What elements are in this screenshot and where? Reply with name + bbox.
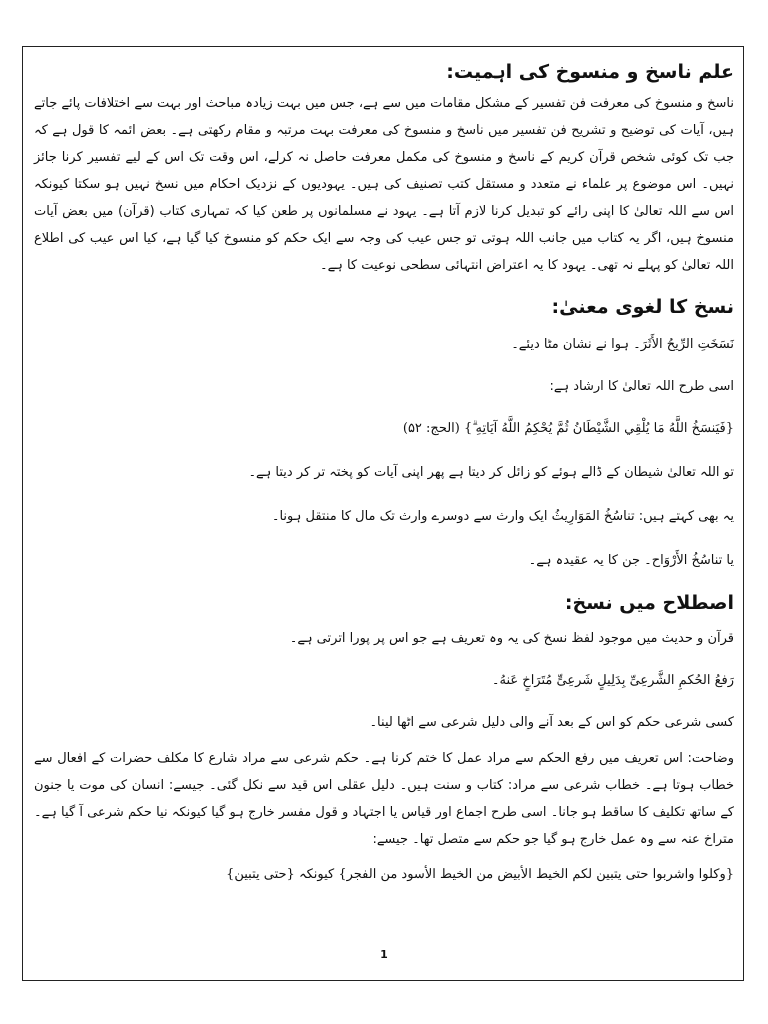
technical-line-1: قرآن و حدیث میں موجود لفظ نسخ کی یہ وہ تعریف ہے جو اس پر پورا اترتی ہے۔ (289, 631, 734, 646)
heading-literal-meaning: نسخ کا لغوی معنیٰ: (551, 296, 734, 318)
literal-line-1: نَسَخَتِ الرِّیحُ الأَثَرَ۔ ہوا نے نشان مٹا دیئے۔ (511, 337, 734, 352)
document-body (34, 56, 734, 885)
heading-technical-meaning: اصطلاح میں نسخ: (564, 592, 734, 614)
literal-quran-verse: {فَيَنسَخُ اللَّهُ مَا يُلْقِي الشَّيْطَانُ ثُمَّ يُحْكِمُ اللَّهُ آيَاتِهِ ۗ} (الحج: ۵۲) (402, 421, 734, 436)
paragraph-explanation: وضاحت: اس تعریف میں رفع الحکم سے مراد عمل کا ختم کرنا ہے۔ حکم شرعی سے مراد شارع کا مکلف حضرات کے افعال سے خطاب ہوتا ہے۔ خطاب شرعی سے مراد: کتاب و سنت ہیں۔ دلیل عقلی اس قید سے نکل گئی۔ جیسے: انسان کی موت یا جنون کے ساتھ تکلیف کا ساقط ہو جانا۔ اسی طرح اجماع اور قیاس یا اجتہاد و قول مفسر خارج ہو گیا کیونکہ نیا حکم شرعی آ گیا ہے۔ متراخ عنہ سے وہ عمل خارج ہو گیا جو حکم سے متصل تھا۔ جیسے: (34, 751, 734, 847)
literal-line-4: تو اللہ تعالیٰ شیطان کے ڈالے ہوئے کو زائل کر دیتا ہے پھر اپنی آیات کو پختہ تر کر دیتا ہے۔ (248, 465, 734, 480)
literal-line-6: یا تناسُخُ الأَرْوَاح۔ جن کا یہ عقیدہ ہے۔ (528, 553, 734, 568)
paragraph-importance: ناسخ و منسوخ کی معرفت فن تفسیر کے مشکل مقامات میں سے ہے، جس میں بہت زیادہ مباحث اور بہت سے اختلافات پائے جاتے ہیں، آیات کی توضیح و تشریح فن تفسیر میں ناسخ و منسوخ کی معرفت بہت مرتبہ و مقام رکھتی ہے۔ بعض ائمہ کا قول ہے کہ جب تک کوئی شخص قرآن کریم کے ناسخ و منسوخ کی مکمل معرفت حاصل نہ کرلے، اس وقت تک اس کے لیے تفسیر کرنا جائز نہیں۔ اس موضوع پر علماء نے متعدد و مستقل کتب تصنیف کی ہیں۔ یہودیوں کے نزدیک احکام میں نسخ نہیں ہو سکتا کیونکہ اس سے اللہ تعالیٰ کا اپنی رائے کو تبدیل کرنا لازم آتا ہے۔ یہود نے مسلمانوں پر طعن کیا کہ تمہاری کتاب (قرآن) میں بعض آیات منسوخ ہیں، اگر یہ کتاب میں جانب اللہ ہوتی تو جس عیب کی وجہ سے ایک حکم کو منسوخ کیا گیا ہے، کیا اس عیب کی اطلاع اللہ تعالیٰ کو پہلے نہ تھی۔ یہود کا یہ اعتراض انتہائی سطحی نوعیت کا ہے۔ (34, 96, 734, 273)
heading-importance: علم ناسخ و منسوخ کی اہمیت: (446, 61, 734, 83)
literal-line-5: یہ بھی کہتے ہیں: تناسُخُ المَوَارِیثُ ایک وارث سے دوسرے وارث تک مال کا منتقل ہونا۔ (271, 509, 734, 524)
technical-line-3: کسی شرعی حکم کو اس کے بعد آنے والی دلیل شرعی سے اٹھا لینا۔ (369, 715, 734, 730)
literal-line-2: اسی طرح اللہ تعالیٰ کا ارشاد ہے: (549, 379, 734, 394)
explanation-quran-line: {وکلوا واشربوا حتی یتبین لکم الخیط الأبیض من الخیط الأسود من الفجر} کیونکہ {حتی یتبین} (226, 867, 734, 882)
page-number: 1 (380, 948, 388, 961)
technical-arabic-definition: رَفعُ الحُکمِ الشَّرعِیِّ بِدَلِیلٍ شَرعِیٍّ مُتَرَاخٍ عَنهُ۔ (491, 673, 734, 688)
